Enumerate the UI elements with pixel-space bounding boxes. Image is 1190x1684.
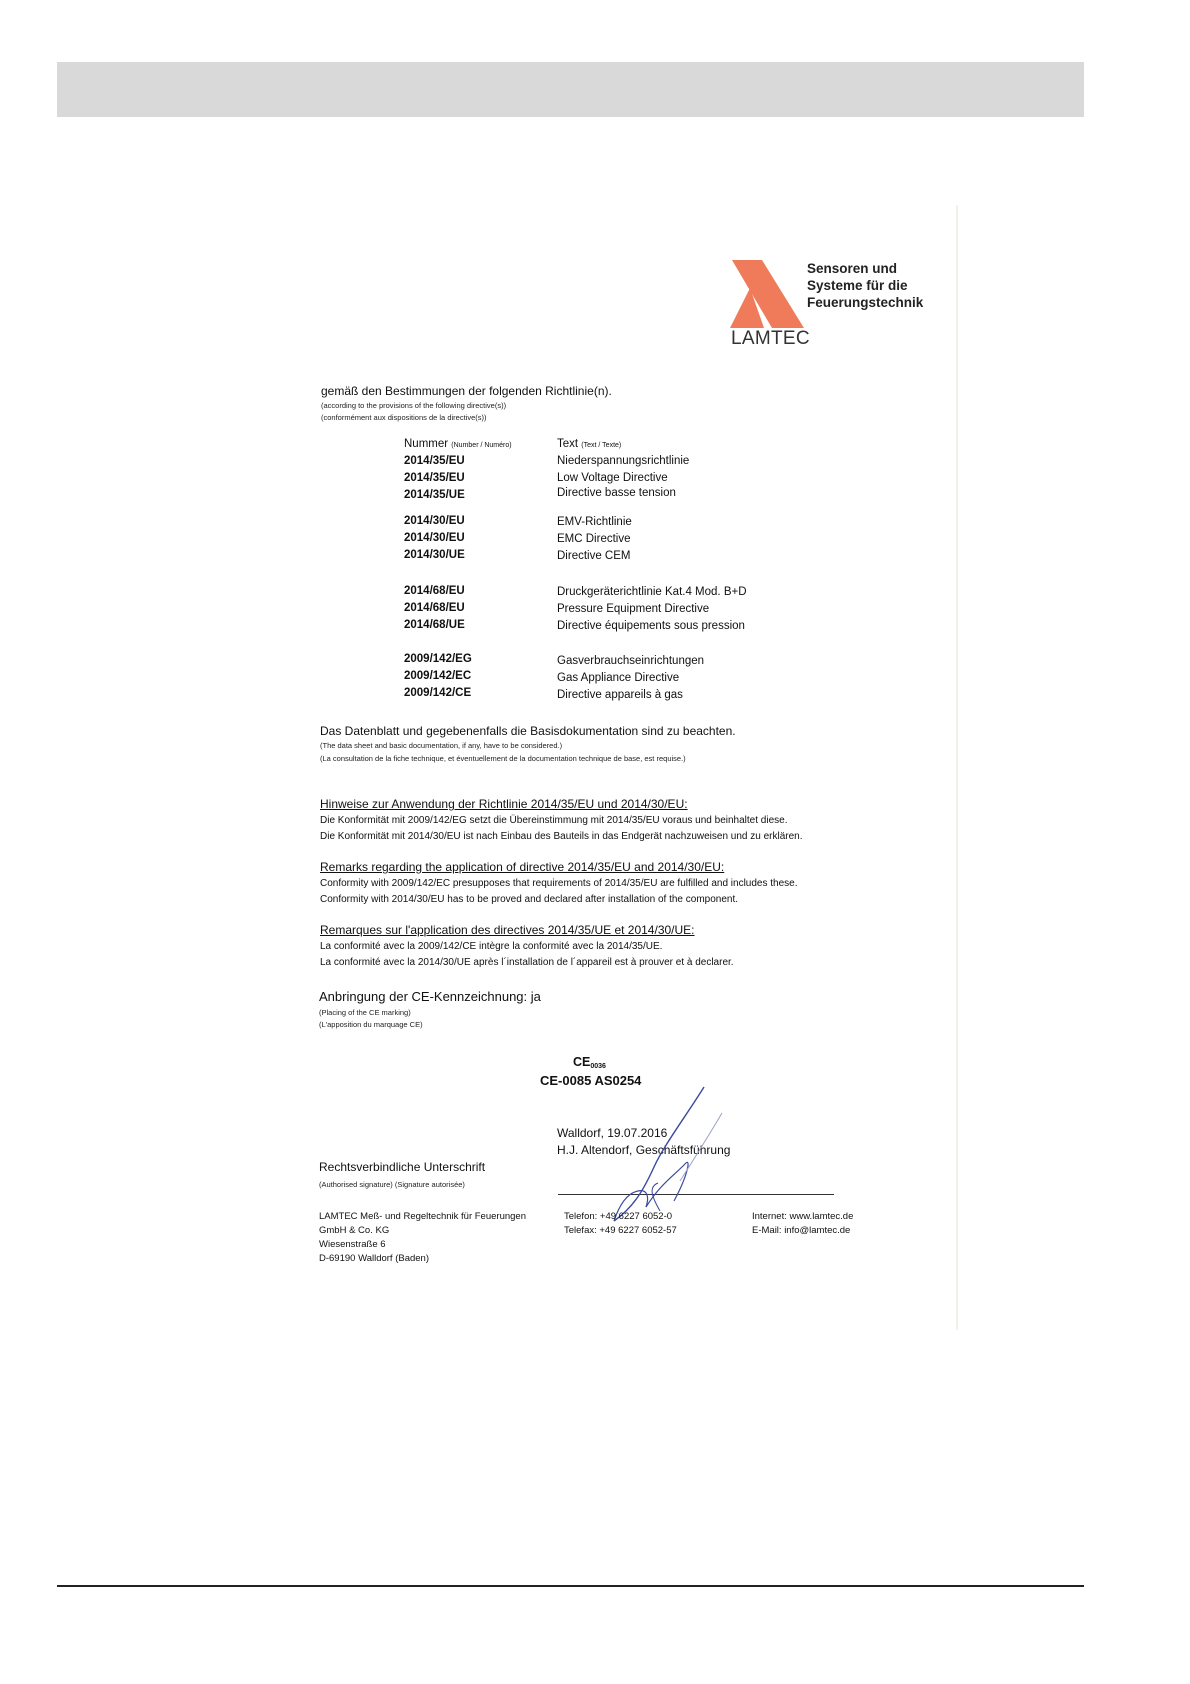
directive-text: Pressure Equipment Directive: [557, 603, 710, 615]
directive-number: 2009/142/CE: [404, 687, 472, 699]
directive-text: Directive CEM: [557, 550, 631, 562]
col-text-header: Text (Text / Texte): [557, 438, 622, 450]
directive-number: 2014/30/UE: [404, 549, 465, 561]
signature-place-date: Walldorf, 19.07.2016: [557, 1126, 668, 1140]
intro-en: (according to the provisions of the following directive(s)): [321, 401, 507, 410]
remarks-en-line: Conformity with 2014/30/EU has to be proved and declared after installation of the component.: [320, 894, 739, 905]
directive-number: 2014/35/EU: [404, 455, 465, 467]
directive-text: Gas Appliance Directive: [557, 672, 680, 684]
directive-text: Directive équipements sous pression: [557, 620, 745, 632]
page-footer-rule: [57, 1585, 1084, 1587]
ce-marking-en: (Placing of the CE marking): [319, 1008, 411, 1017]
scan-edge: [956, 205, 958, 1330]
directive-text: Low Voltage Directive: [557, 472, 668, 484]
footer-phone: Telefon: +49 6227 6052-0 Telefax: +49 6227 6052-57: [564, 1211, 677, 1236]
directive-number: 2014/68/EU: [404, 602, 465, 614]
ce-marking-fr: (L'apposition du marquage CE): [319, 1020, 423, 1029]
directive-text: EMV-Richtlinie: [557, 516, 632, 528]
lamtec-logo-icon: [724, 258, 810, 328]
footer-web: Internet: www.lamtec.de E-Mail: info@lamtec.de: [752, 1211, 854, 1236]
ce-notified-body: CE-0085 AS0254: [540, 1073, 642, 1088]
ce-marking-title: Anbringung der CE-Kennzeichnung: ja: [319, 989, 541, 1004]
remarks-fr-line: La conformité avec la 2014/30/UE après l´installation de l´appareil est à prouver et à declarer.: [320, 957, 734, 968]
directive-number: 2009/142/EC: [404, 670, 472, 682]
signature-label: Rechtsverbindliche Unterschrift: [319, 1160, 486, 1174]
directive-text: EMC Directive: [557, 533, 631, 545]
directive-text: Directive appareils à gas: [557, 689, 683, 701]
footer-company: LAMTEC Meß- und Regeltechnik für Feuerungen GmbH & Co. KG Wiesenstraße 6 D-69190 Walldorf (Baden): [319, 1211, 526, 1264]
signature-label-sub: (Authorised signature) (Signature autorisée): [319, 1180, 465, 1189]
remarks-fr-heading: Remarques sur l'application des directives 2014/35/UE et 2014/30/UE:: [320, 923, 695, 937]
logo-wordmark: LAMTEC: [731, 328, 810, 349]
col-number-header: Nummer (Number / Numéro): [404, 438, 512, 450]
remarks-en-line: Conformity with 2009/142/EC presupposes that requirements of 2014/35/EU are fulfilled and includes these.: [320, 878, 798, 889]
remarks-fr-line: La conformité avec la 2009/142/CE intègre la conformité avec la 2014/35/UE.: [320, 941, 663, 952]
logo-tagline: Sensoren und Systeme für die Feuerungstechnik: [807, 261, 924, 310]
signature-signer: H.J. Altendorf, Geschäftsführung: [557, 1143, 731, 1157]
page-header-bar: [57, 62, 1084, 117]
directive-text: Gasverbrauchseinrichtungen: [557, 655, 705, 667]
remarks-de-line: Die Konformität mit 2009/142/EG setzt die Übereinstimmung mit 2014/35/EU voraus und beinhaltet diese.: [320, 815, 788, 826]
directive-text: Druckgeräterichtlinie Kat.4 Mod. B+D: [557, 586, 747, 598]
datasheet-fr: (La consultation de la fiche technique, et éventuellement de la documentation technique de base, est requise.): [320, 754, 686, 763]
directive-text: Niederspannungsrichtlinie: [557, 455, 690, 467]
directive-number: 2009/142/EG: [404, 653, 472, 665]
ce-mark: $CE_{0036}$: [573, 1055, 606, 1070]
directive-number: 2014/35/UE: [404, 489, 465, 501]
datasheet-en: (The data sheet and basic documentation, if any, have to be considered.): [320, 741, 563, 750]
remarks-en-heading: Remarks regarding the application of directive 2014/35/EU and 2014/30/EU:: [320, 860, 725, 874]
directive-number: 2014/30/EU: [404, 515, 465, 527]
remarks-de-line: Die Konformität mit 2014/30/EU ist nach Einbau des Bauteils in das Endgerät nachzuweisen und zu erklären.: [320, 831, 803, 842]
intro-fr: (conformément aux dispositions de la directive(s)): [321, 413, 487, 422]
directive-number: 2014/68/EU: [404, 585, 465, 597]
directive-number: 2014/68/UE: [404, 619, 465, 631]
directive-number: 2014/30/EU: [404, 532, 465, 544]
datasheet-title: Das Datenblatt und gegebenenfalls die Basisdokumentation sind zu beachten.: [320, 724, 736, 738]
directive-text: Directive basse tension: [557, 487, 676, 499]
handwritten-signature: [600, 1085, 740, 1225]
remarks-de-heading: Hinweise zur Anwendung der Richtlinie 2014/35/EU und 2014/30/EU:: [320, 797, 688, 811]
directive-number: 2014/35/EU: [404, 472, 465, 484]
intro-title: gemäß den Bestimmungen der folgenden Richtlinie(n).: [321, 384, 612, 398]
